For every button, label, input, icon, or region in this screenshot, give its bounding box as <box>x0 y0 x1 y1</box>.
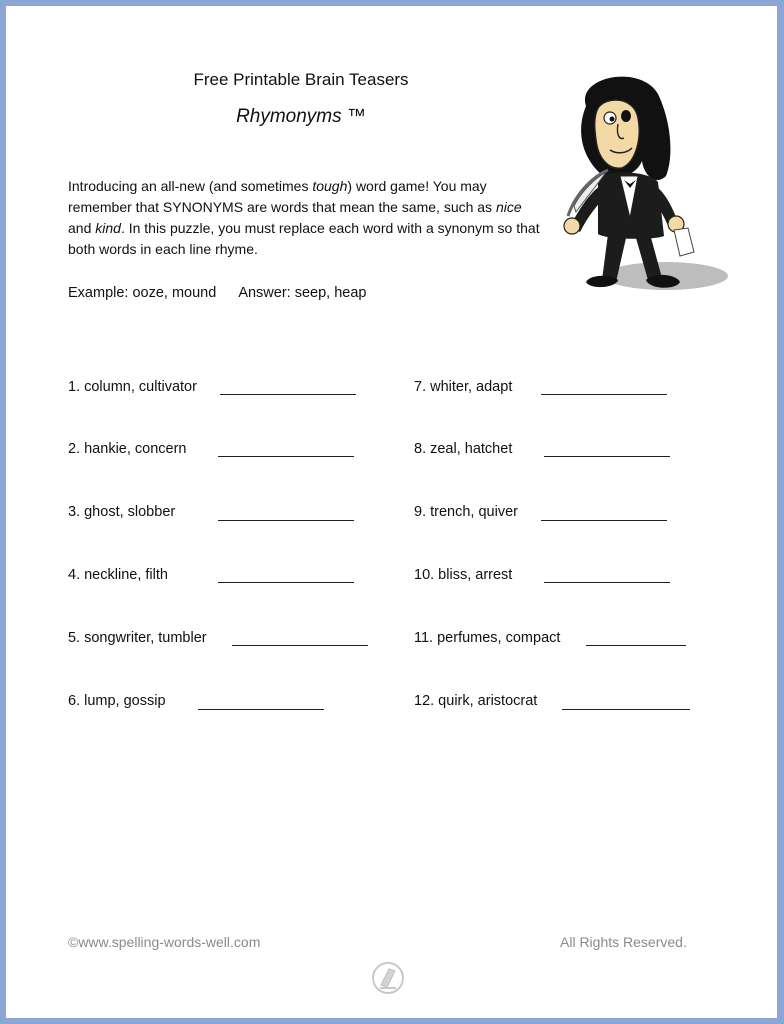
answer-line-5 <box>232 645 368 646</box>
answer-line-1 <box>220 394 356 395</box>
puzzle-item-4: 4. neckline, filth <box>68 567 168 583</box>
intro-tough: tough <box>312 178 348 194</box>
puzzle-item-2: 2. hankie, concern <box>68 441 187 457</box>
answer-line-8 <box>544 456 670 457</box>
intro-text-1: Introducing an all-new (and sometimes <box>68 178 313 194</box>
puzzle-item-5: 5. songwriter, tumbler <box>68 630 207 646</box>
page-title: Free Printable Brain Teasers <box>193 70 409 89</box>
puzzle-item-3: 3. ghost, slobber <box>68 504 176 520</box>
rights-notice: All Rights Reserved. <box>560 934 687 950</box>
answer-line-12 <box>562 709 690 710</box>
answer-line-10 <box>544 582 670 583</box>
puzzle-item-7: 7. whiter, adapt <box>414 379 513 395</box>
example-line <box>68 285 366 301</box>
puzzle-name: Rhymonyms ™ <box>236 106 366 127</box>
website-credit: ©www.spelling-words-well.com <box>68 934 261 950</box>
example-prompt: Example: ooze, mound <box>68 285 217 301</box>
intro-text-2: ) word game! You may remember that SYNONYMS are words that mean the same, such as <box>68 178 496 215</box>
answer-line-6 <box>198 709 324 710</box>
puzzle-item-11: 11. perfumes, compact <box>414 630 561 646</box>
example-answer: Answer: seep, heap <box>238 285 367 301</box>
answer-line-11 <box>586 645 686 646</box>
answer-line-3 <box>218 520 354 521</box>
intro-kind: kind <box>95 220 121 236</box>
answer-line-4 <box>218 582 354 583</box>
intro-text-3: . In this puzzle, you must replace each word with a synonym so that both words in each line rhyme. <box>68 220 540 257</box>
puzzle-item-12: 12. quirk, aristocrat <box>414 693 538 709</box>
puzzle-item-8: 8. zeal, hatchet <box>414 441 513 457</box>
intro-nice: nice <box>495 199 522 215</box>
answer-line-2 <box>218 456 354 457</box>
puzzle-item-6: 6. lump, gossip <box>68 693 166 709</box>
puzzle-item-10: 10. bliss, arrest <box>414 567 513 583</box>
answer-line-9 <box>541 520 667 521</box>
cartoon-man-with-quill-icon <box>546 66 736 311</box>
answer-line-7 <box>541 394 667 395</box>
site-logo-icon <box>368 958 408 998</box>
intro-paragraph <box>68 176 548 260</box>
intro-and: and <box>68 220 96 236</box>
puzzle-item-1: 1. column, cultivator <box>68 379 197 395</box>
puzzle-item-9: 9. trench, quiver <box>414 504 518 520</box>
